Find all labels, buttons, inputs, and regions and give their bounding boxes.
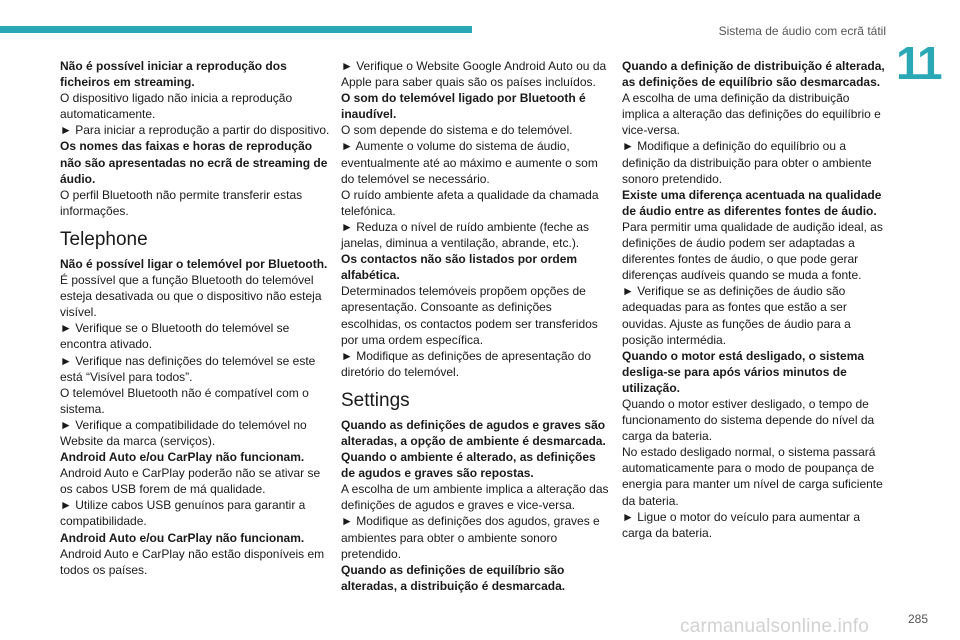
issue-heading: Existe uma diferença acentuada na qualidade de áudio entre as diferentes fontes de áudio. xyxy=(622,187,882,218)
text-column-2 xyxy=(341,58,609,594)
body-paragraph: ► Modifique as definições dos agudos, graves e ambientes para obter o ambiente sonoro pretendido. xyxy=(341,514,600,561)
body-paragraph: Para permitir uma qualidade de audição ideal, as definições de áudio podem ser adaptadas a diferentes fontes de áudio, o que pode gerar diferenças audíveis quando se muda a fonte. xyxy=(622,219,883,283)
issue-heading: Android Auto e/ou CarPlay não funcionam. xyxy=(60,450,305,465)
issue-heading: Android Auto e/ou CarPlay não funcionam. xyxy=(60,530,305,545)
body-paragraph: ► Para iniciar a reprodução a partir do dispositivo. xyxy=(60,123,330,138)
issue-heading: Os contactos não são listados por ordem alfabética. xyxy=(341,252,578,283)
text-column-3 xyxy=(622,58,888,541)
body-paragraph: O som depende do sistema e do telemóvel. xyxy=(341,123,573,138)
body-paragraph: ► Verifique se o Bluetooth do telemóvel se encontra ativado. xyxy=(60,321,290,352)
section-heading: Settings xyxy=(341,389,410,411)
section-heading: Telephone xyxy=(60,228,148,250)
issue-heading: Não é possível ligar o telemóvel por Bluetooth. xyxy=(60,256,328,271)
issue-heading: Quando a definição de distribuição é alterada, as definições de equilíbrio são desmarcadas. xyxy=(622,59,885,90)
issue-heading: Quando as definições de agudos e graves são alteradas, a opção de ambiente é desmarcada. xyxy=(341,417,606,448)
body-paragraph: ► Reduza o nível de ruído ambiente (feche as janelas, diminua a ventilação, abrande, etc.). xyxy=(341,219,590,251)
body-paragraph: ► Verifique a compatibilidade do telemóvel no Website da marca (serviços). xyxy=(60,417,307,448)
body-paragraph: É possível que a função Bluetooth do telemóvel esteja desativada ou que o dispositivo não esteja visível. xyxy=(60,273,322,320)
page-header-title: Sistema de áudio com ecrã tátil xyxy=(718,24,886,38)
watermark-text: carmanualsonline.info xyxy=(680,616,870,637)
body-paragraph: Android Auto e CarPlay não estão disponíveis em todos os países. xyxy=(60,546,325,577)
issue-heading: Não é possível iniciar a reprodução dos ficheiros em streaming. xyxy=(60,59,287,90)
body-paragraph: Determinados telemóveis propõem opções de apresentação. Consoante as definições escolhidas, os contactos podem ser transferidos por uma ordem específica. xyxy=(341,284,598,347)
body-paragraph: Android Auto e CarPlay poderão não se ativar se os cabos USB forem de má qualidade. xyxy=(60,466,321,497)
issue-heading: Quando as definições de equilíbrio são alteradas, a distribuição é desmarcada. xyxy=(341,562,566,593)
body-paragraph: Quando o motor estiver desligado, o tempo de funcionamento do sistema depende do nível da carga da bateria. xyxy=(622,396,875,444)
body-paragraph: ► Modifique a definição do equilíbrio ou a definição da distribuição para obter o ambiente sonoro pretendido. xyxy=(622,139,872,186)
body-paragraph: O perfil Bluetooth não permite transferir estas informações. xyxy=(60,187,303,218)
body-paragraph: ► Verifique o Website Google Android Auto ou da Apple para saber quais são os países incluídos. xyxy=(341,59,607,90)
body-paragraph: No estado desligado normal, o sistema passará automaticamente para o modo de poupança de energia para manter um nível de carga suficiente da bateria. xyxy=(622,445,883,508)
body-paragraph: O dispositivo ligado não inicia a reprodução automaticamente. xyxy=(60,91,293,122)
issue-heading: Os nomes das faixas e horas de reprodução não são apresentadas no ecrã de streaming de áudio. xyxy=(60,139,328,186)
issue-heading: Quando o motor está desligado, o sistema desliga-se para após vários minutos de utilização. xyxy=(622,348,865,395)
body-paragraph: O telemóvel Bluetooth não é compatível com o sistema. xyxy=(60,385,309,416)
body-paragraph: ► Utilize cabos USB genuínos para garantir a compatibilidade. xyxy=(60,498,306,529)
page-number: 285 xyxy=(907,612,928,626)
body-paragraph: ► Aumente o volume do sistema de áudio, eventualmente até ao máximo e aumente o som do telemóvel se necessário. xyxy=(341,139,598,186)
body-paragraph: ► Ligue o motor do veículo para aumentar a carga da bateria. xyxy=(622,509,861,540)
issue-heading: Quando o ambiente é alterado, as definições de agudos e graves são repostas. xyxy=(341,450,596,481)
body-paragraph: O ruído ambiente afeta a qualidade da chamada telefónica. xyxy=(341,187,599,218)
body-paragraph: ► Verifique se as definições de áudio são adequadas para as fontes que estão a ser ouvidas. Ajuste as funções de áudio para a posição intermédia. xyxy=(622,284,851,347)
body-paragraph: A escolha de uma definição da distribuição implica a alteração das definições do equilíbrio e vice-versa. xyxy=(622,91,881,138)
header-accent-bar xyxy=(0,26,472,33)
text-column-1 xyxy=(60,58,330,578)
body-paragraph: ► Verifique nas definições do telemóvel se este está “Visível para todos”. xyxy=(60,353,316,384)
chapter-number: 11 xyxy=(896,37,941,89)
body-paragraph: ► Modifique as definições de apresentação do diretório do telemóvel. xyxy=(341,348,592,379)
issue-heading: O som do telemóvel ligado por Bluetooth é inaudível. xyxy=(341,91,586,122)
body-paragraph: A escolha de um ambiente implica a alteração das definições de agudos e graves e vice-versa. xyxy=(341,482,609,513)
